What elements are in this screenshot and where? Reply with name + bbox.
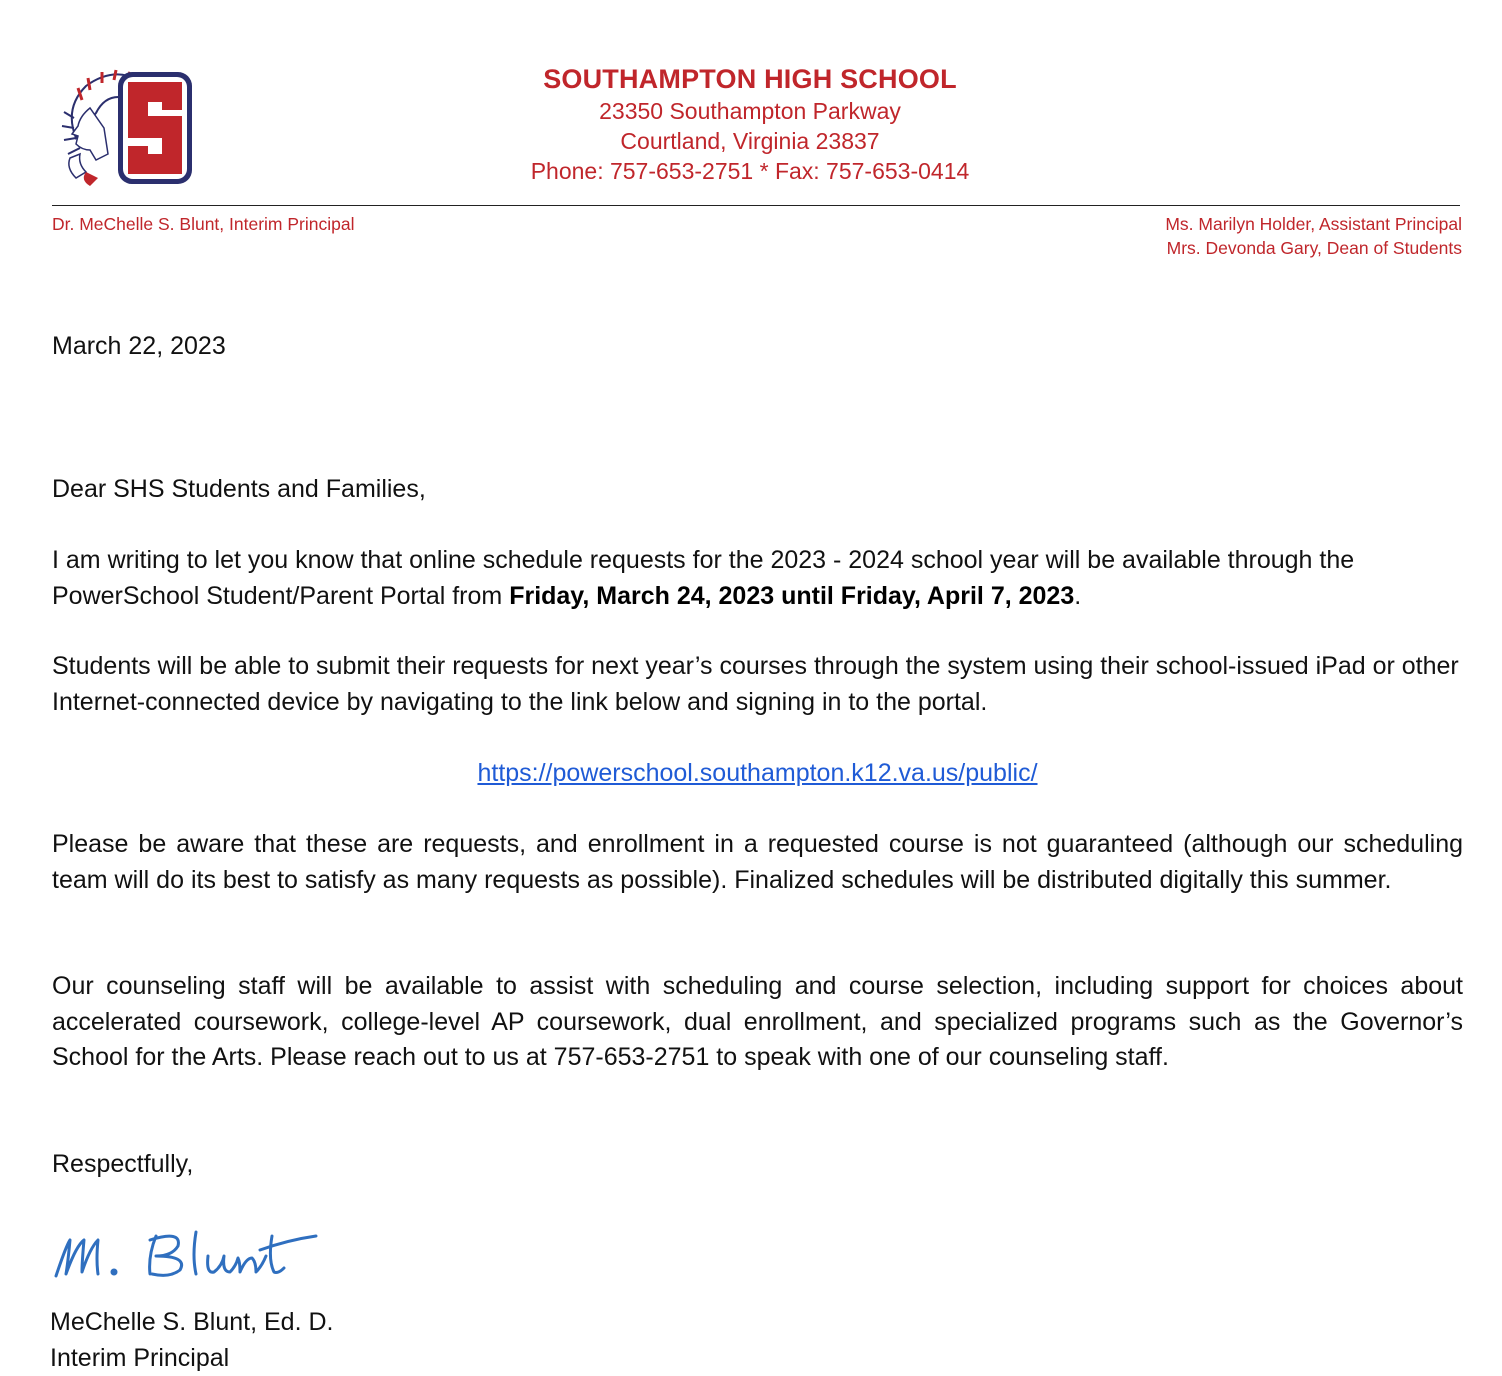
availability-dates: Friday, March 24, 2023 until Friday, April 7, 2023: [509, 581, 1075, 610]
staff-principal: Dr. MeChelle S. Blunt, Interim Principal: [52, 214, 355, 234]
phone-fax: Phone: 757-653-2751 * Fax: 757-653-0414: [530, 158, 970, 184]
portal-link-wrap: [52, 756, 1463, 792]
signature-graphic: [52, 1226, 322, 1288]
signer-name: MeChelle S. Blunt, Ed. D.: [50, 1308, 334, 1336]
paragraph-requests-note: Please be aware that these are requests, and enrollment in a requested course is not guaranteed (although our scheduling team will do its best to satisfy as many requests as possible). Finalized schedules will be distributed digitally this summer.: [52, 830, 1463, 894]
closing: Respectfully,: [52, 1150, 194, 1178]
letterhead: [250, 62, 1250, 186]
paragraph-availability-end: .: [1074, 581, 1082, 610]
letter-s-icon: [118, 72, 192, 184]
address-line-2: Courtland, Virginia 23837: [620, 128, 880, 154]
paragraph-counseling: Our counseling staff will be available to assist with scheduling and course selection, including support for choices about accelerated coursework, college-level AP coursework, dual enrollment, and specialized programs such as the Governor’s School for the Arts. Please reach out to us at 757-653-2751 to speak with one of our counseling staff.: [52, 972, 1463, 1071]
staff-assistant-principal: Ms. Marilyn Holder, Assistant Principal: [1165, 214, 1462, 234]
logo-graphic: [56, 68, 196, 188]
paragraph-availability-text: I am writing to let you know that online schedule requests for the 2023 - 2024 school year will be available through the PowerSchool Student/Parent Portal from: [52, 546, 1355, 610]
school-name: SOUTHAMPTON HIGH SCHOOL: [543, 64, 957, 94]
staff-dean: Mrs. Devonda Gary, Dean of Students: [1166, 238, 1462, 258]
paragraph-instructions: Students will be able to submit their requests for next year’s courses through the system using their school-issued iPad or other Internet-connected device by navigating to the link below and signing in to the portal.: [52, 652, 1459, 716]
staff-left: [52, 212, 354, 236]
salutation: Dear SHS Students and Families,: [52, 475, 426, 503]
staff-right: [1165, 212, 1462, 260]
signature: [52, 1226, 322, 1288]
address-line-1: 23350 Southampton Parkway: [599, 98, 901, 124]
signer-title: Interim Principal: [50, 1344, 230, 1372]
paragraph-availability: [52, 543, 1463, 614]
header-divider: [52, 205, 1460, 206]
letter-date: March 22, 2023: [52, 332, 226, 360]
school-logo: [56, 68, 196, 188]
portal-link[interactable]: https://powerschool.southampton.k12.va.us/public/: [477, 759, 1038, 787]
